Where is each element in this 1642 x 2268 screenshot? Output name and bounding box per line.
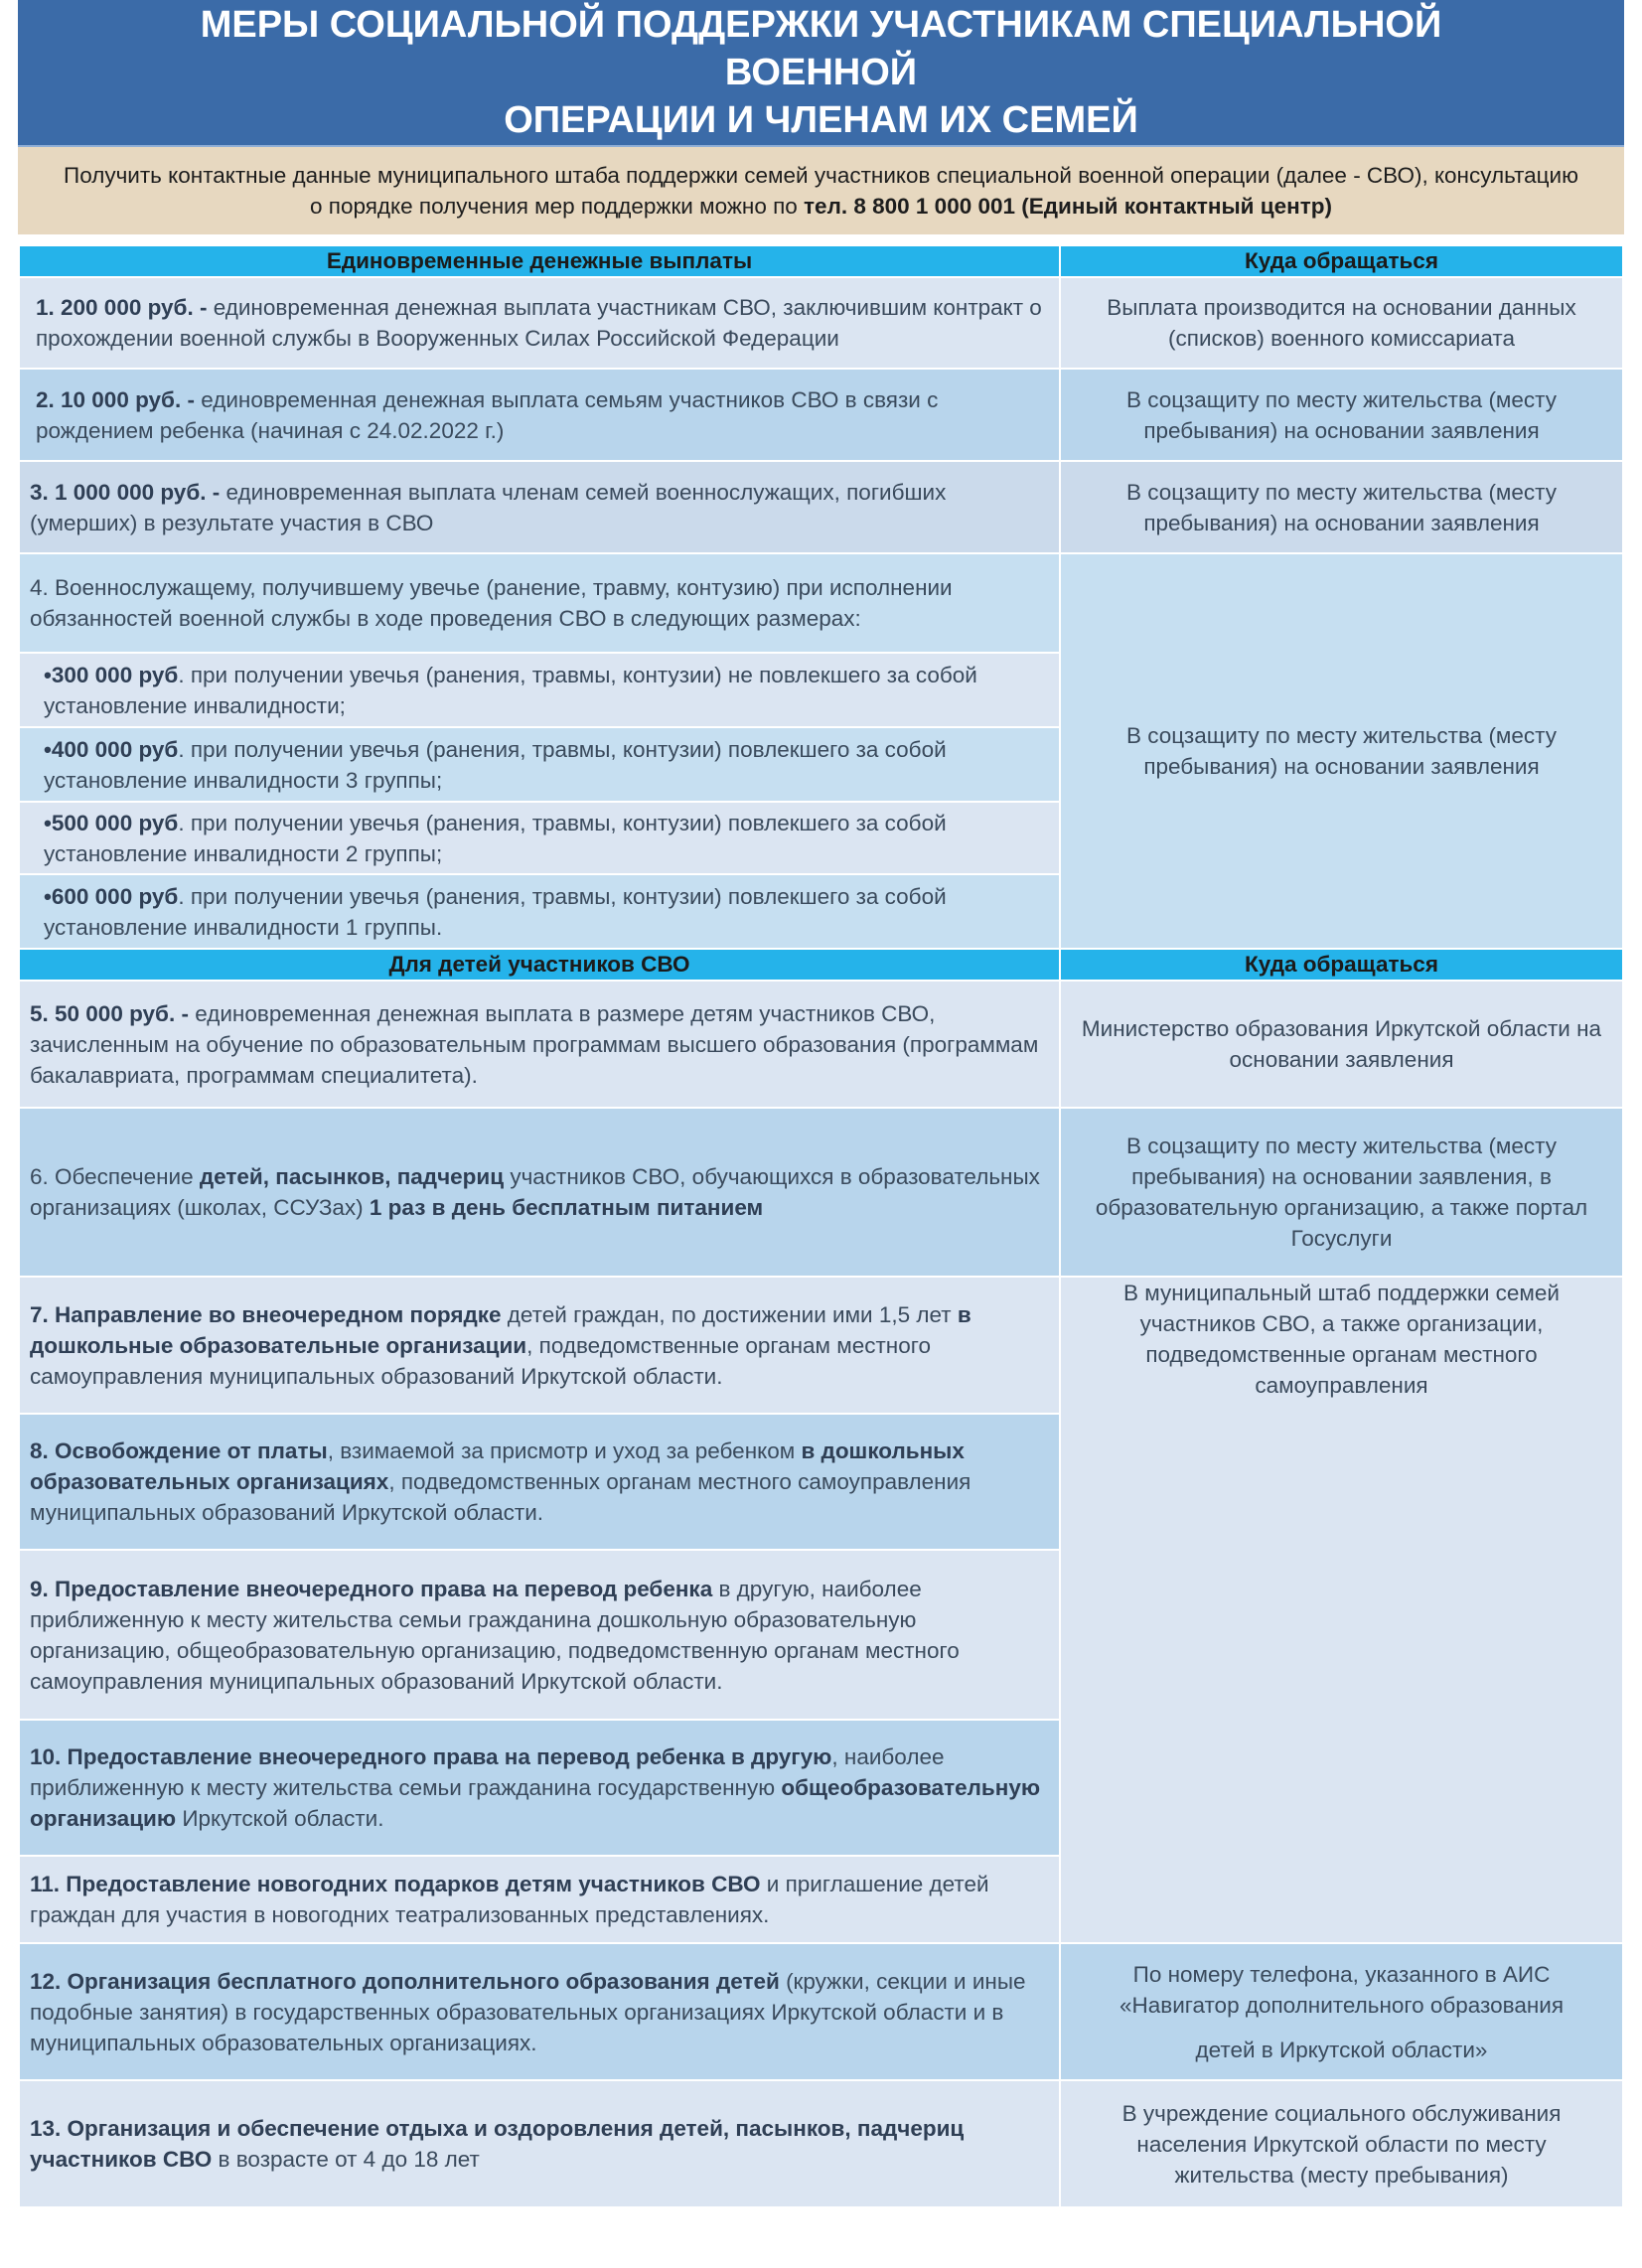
row-9-measure (19, 1550, 1060, 1720)
table-row (19, 369, 1623, 461)
table-row (19, 1943, 1623, 2080)
row-6-text-2: участников СВО, обучающихся в образовательных организациях (школах, ССУЗах) (30, 1164, 1040, 1220)
row-12-where (1060, 1943, 1623, 2080)
row-9-text-1: в другую, наиболее приближенную к месту жительства семьи гражданина дошкольную образовательную организацию, общеобразовательную организацию, подведомственную органам местного самоуправления муниципальных образований Иркутской области. (30, 1576, 960, 1694)
section-header-payments (19, 245, 1623, 277)
page-title (18, 0, 1624, 147)
contact-line-2 (18, 191, 1624, 222)
header-payments-left: Единовременные денежные выплаты (19, 245, 1060, 277)
row-6-text-1: 6. Обеспечение (30, 1164, 200, 1189)
row-11-bold-1: 11. Предоставление новогодних подарков детям участников СВО (30, 1872, 761, 1896)
title-line-2: ОПЕРАЦИИ И ЧЛЕНАМ ИХ СЕМЕЙ (504, 99, 1138, 141)
row-8-bold-2: в дошкольных образовательных организациях (30, 1438, 965, 1494)
row-5-text: единовременная денежная выплата в размере детям участников СВО, зачисленным на обучение по образовательным программам высшего образования (программам бакалавриата, программам специалитета). (30, 1000, 1039, 1088)
row-4-intro: 4. Военнослужащему, получившему увечье (ранение, травму, контузию) при исполнении обязанностей военной службы в ходе проведения СВО в следующих размерах: (19, 553, 1060, 653)
muni-where: В муниципальный штаб поддержки семей участников СВО, а также организации, подведомственные органам местного самоуправления (1060, 1277, 1623, 1943)
table-row (19, 981, 1623, 1108)
section-header-children (19, 949, 1623, 981)
row-13-where: В учреждение социального обслуживания населения Иркутской области по месту жительства (месту пребывания) (1060, 2080, 1623, 2207)
row-4-item-1-amount: •300 000 руб (44, 662, 179, 687)
row-10-bold-1: 10. Предоставление внеочередного права на перевод ребенка в другую (30, 1744, 832, 1769)
row-8-text-2: , подведомственных органам местного самоуправления муниципальных образований Иркутской области. (30, 1469, 971, 1525)
row-3-text: единовременная выплата членам семей военнослужащих, погибших (умерших) в результате участия в СВО (30, 479, 947, 535)
row-11-measure (19, 1856, 1060, 1943)
row-1-where: Выплата производится на основании данных (списков) военного комиссариата (1060, 277, 1623, 369)
row-6-measure (19, 1108, 1060, 1277)
row-12-where-1: По номеру телефона, указанного в АИС «Навигатор дополнительного образования (1119, 1961, 1565, 2018)
row-5-where: Министерство образования Иркутской области на основании заявления (1060, 981, 1623, 1108)
row-1-text: единовременная денежная выплата участникам СВО, заключившим контракт о прохождении военной службы в Вооруженных Силах Российской Федерации (36, 295, 1042, 351)
row-7-bold-2: в дошкольные образовательные организации (30, 1301, 971, 1358)
row-2-amount: 2. 10 000 руб. - (36, 386, 195, 412)
row-4-item-4-text: . при получении увечья (ранения, травмы, контузии) повлекшего за собой установление инвалидности 1 группы. (44, 883, 947, 940)
row-3-measure (19, 461, 1060, 553)
row-9-bold-1: 9. Предоставление внеочередного права на перевод ребенка (30, 1576, 713, 1601)
row-4-item-4 (19, 874, 1060, 949)
row-4-item-1-text: . при получении увечья (ранения, травмы, контузии) не повлекшего за собой установление инвалидности; (44, 662, 977, 718)
row-13-bold-1: 13. Организация и обеспечение отдыха и оздоровления детей, пасынков, падчериц участников СВО (30, 2116, 965, 2172)
table-row (19, 553, 1623, 653)
contact-text-1: Получить контактные данные муниципального штаба поддержки семей участников специальной военной операции (далее - СВО), консультацию (64, 163, 1578, 188)
row-10-text-2: Иркутской области. (176, 1806, 384, 1831)
contact-text-2: о порядке получения мер поддержки можно по (310, 194, 805, 219)
table-row (19, 2080, 1623, 2207)
contact-phone: тел. 8 800 1 000 001 (Единый контактный центр) (804, 194, 1332, 219)
row-8-text-1: , взимаемой за присмотр и уход за ребенком (327, 1438, 802, 1463)
row-13-text-1: в возрасте от 4 до 18 лет (212, 2147, 480, 2172)
row-5-measure (19, 981, 1060, 1108)
row-4-item-3 (19, 802, 1060, 874)
table-row (19, 277, 1623, 369)
row-6-where: В соцзащиту по месту жительства (месту пребывания) на основании заявления, в образовательную организацию, а также портал Госуслуги (1060, 1108, 1623, 1277)
row-4-item-3-amount: •500 000 руб (44, 810, 179, 835)
header-children-right: Куда обращаться (1060, 949, 1623, 981)
row-2-where: В соцзащиту по месту жительства (месту пребывания) на основании заявления (1060, 369, 1623, 461)
row-3-amount: 3. 1 000 000 руб. - (30, 479, 221, 505)
row-4-item-2 (19, 727, 1060, 802)
row-6-bold-2: 1 раз в день бесплатным питанием (369, 1195, 764, 1220)
row-5-amount: 5. 50 000 руб. - (30, 1000, 189, 1026)
row-4-item-4-amount: •600 000 руб (44, 883, 179, 909)
table-row (19, 461, 1623, 553)
header-payments-right: Куда обращаться (1060, 245, 1623, 277)
row-4-where: В соцзащиту по месту жительства (месту пребывания) на основании заявления (1060, 553, 1623, 949)
row-2-text: единовременная денежная выплата семьям участников СВО в связи с рождением ребенка (начиная с 24.02.2022 г.) (36, 386, 939, 443)
row-3-where: В соцзащиту по месту жительства (месту пребывания) на основании заявления (1060, 461, 1623, 553)
row-12-text-1: (кружки, секции и иные подобные занятия) в государственных образовательных организациях Иркутской области и в муниципальных образовательных организациях. (30, 1968, 1026, 2055)
row-1-amount: 1. 200 000 руб. - (36, 295, 208, 320)
row-2-measure (19, 369, 1060, 461)
row-4-item-1 (19, 653, 1060, 727)
row-10-text-1: , наиболее приближенную к месту жительства семьи гражданина государственную (30, 1744, 945, 1800)
row-6-bold-1: детей, пасынков, падчериц (199, 1164, 505, 1189)
row-10-measure (19, 1720, 1060, 1856)
row-12-bold-1: 12. Организация бесплатного дополнительного образования детей (30, 1968, 780, 1994)
table-row (19, 1108, 1623, 1277)
row-11-text-1: и приглашение детей граждан для участия в новогодних театрализованных представлениях. (30, 1872, 989, 1927)
row-7-measure (19, 1277, 1060, 1414)
row-8-measure (19, 1414, 1060, 1550)
table-row (19, 1277, 1623, 1414)
row-1-measure (19, 277, 1060, 369)
support-table (18, 244, 1624, 2208)
row-7-text-1: детей граждан, по достижении ими 1,5 лет (501, 1301, 958, 1327)
row-12-measure (19, 1943, 1060, 2080)
contact-banner (18, 147, 1624, 234)
row-8-bold-1: 8. Освобождение от платы (30, 1438, 328, 1463)
row-4-item-3-text: . при получении увечья (ранения, травмы, контузии) повлекшего за собой установление инвалидности 2 группы; (44, 810, 947, 866)
header-children-left: Для детей участников СВО (19, 949, 1060, 981)
row-4-item-2-amount: •400 000 руб (44, 736, 179, 762)
row-13-measure (19, 2080, 1060, 2207)
row-7-text-2: , подведомственные органам местного самоуправления муниципальных образований Иркутской области. (30, 1332, 931, 1389)
title-line-1: МЕРЫ СОЦИАЛЬНОЙ ПОДДЕРЖКИ УЧАСТНИКАМ СПЕЦИАЛЬНОЙ ВОЕННОЙ (200, 4, 1442, 93)
row-12-where-2: детей в Иркутской области» (1195, 2037, 1488, 2062)
row-10-bold-2: общеобразовательную организацию (30, 1775, 1041, 1831)
row-7-bold-1: 7. Направление во внеочередном порядке (30, 1301, 502, 1327)
row-4-item-2-text: . при получении увечья (ранения, травмы, контузии) повлекшего за собой установление инвалидности 3 группы; (44, 736, 947, 793)
page (18, 0, 1624, 2208)
